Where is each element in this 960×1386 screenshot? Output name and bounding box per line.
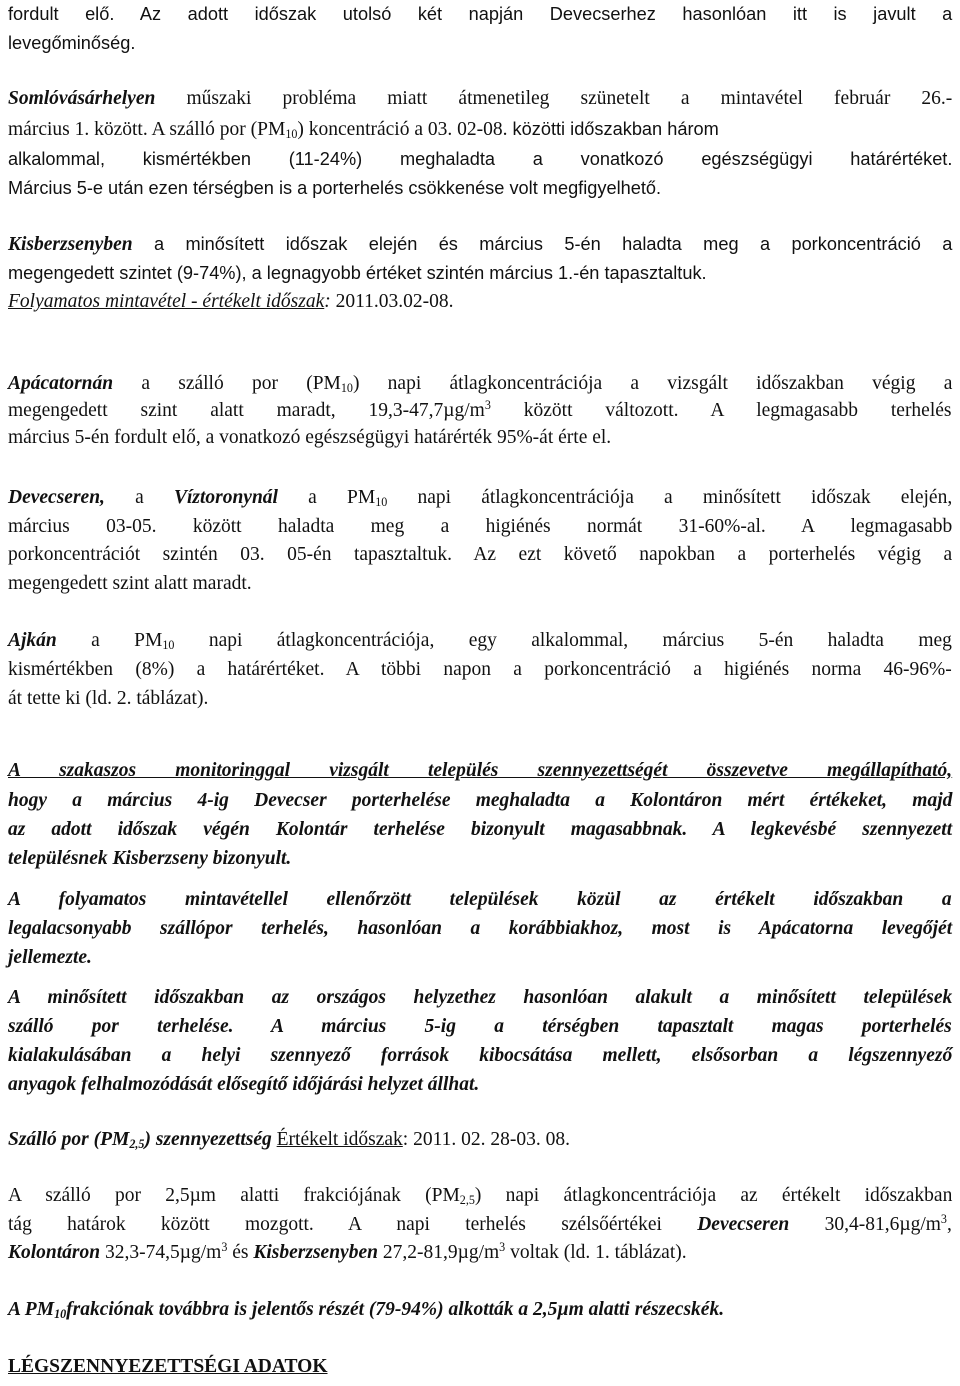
- text-run: A szakaszos monitoringgal vizsgált település szennyezettségét összevetve megállapítható,: [8, 760, 953, 781]
- text-run: szálló por terhelése. A március 5-ig a térségben tapasztalt magas porterhelés: [8, 1016, 952, 1037]
- text-line: [8, 1071, 479, 1099]
- text-run: a PM: [56, 630, 163, 651]
- text-line: [8, 685, 208, 713]
- text-line: [8, 174, 661, 202]
- text-line: [8, 115, 719, 143]
- text-run: LÉGSZENNYEZETTSÉGI ADATOK: [8, 1356, 328, 1377]
- text-line: [8, 85, 952, 113]
- text-run: :: [324, 291, 331, 312]
- text-run: 10: [285, 127, 298, 142]
- text-run: kialakulásában a helyi szennyező források kibocsátása mellett, elsősorban a légszennyező: [8, 1045, 953, 1066]
- text-run: a szálló por (PM: [113, 373, 341, 394]
- text-run: 3: [221, 1239, 228, 1254]
- text-run: 2011.03.02-08.: [330, 291, 454, 312]
- text-line: [8, 1182, 952, 1210]
- text-run: a minősített időszak elején és március 5-én haladta meg a porkoncentráció a: [132, 234, 953, 254]
- text-line: [8, 984, 952, 1012]
- text-run: a: [104, 487, 174, 508]
- text-line: [8, 944, 92, 972]
- text-run: ) szennyezettség: [144, 1129, 272, 1150]
- text-run: 27,2-81,9µg/m: [377, 1242, 500, 1263]
- text-run: megengedett szint alatt maradt.: [8, 573, 252, 594]
- text-line: [8, 570, 252, 598]
- text-run: Március 5-e után ezen térségben is a porterhelés csökkenése volt megfigyelhető.: [8, 178, 662, 198]
- text-run: 3: [484, 397, 491, 412]
- text-run: 30,4-81,6µg/m: [789, 1214, 941, 1235]
- text-run: A PM: [8, 1299, 55, 1320]
- text-run: Értékelt időszak: [276, 1129, 403, 1150]
- text-run: ,: [946, 1214, 952, 1235]
- text-run: porkoncentrációt szintén 03. 05-én tapasztaltuk. Az ezt követő napokban a porterhelés végig a: [8, 544, 953, 565]
- text-line: [8, 845, 291, 873]
- text-line: [8, 1013, 952, 1041]
- text-run: voltak (ld. 1. táblázat).: [505, 1242, 687, 1263]
- text-line: [8, 259, 707, 287]
- text-run: Kisberzsenyben: [253, 1242, 378, 1263]
- text-run: 10: [162, 638, 175, 653]
- text-run: tág határok között mozgott. A napi terhelés szélsőértékei: [8, 1214, 698, 1235]
- text-run: legalacsonyabb szállópor terhelés, hasonlóan a korábbiakhoz, most is Apácatorna levegőjét: [8, 918, 953, 939]
- text-run: ) napi átlagkoncentrációja az értékelt időszakban: [474, 1185, 953, 1206]
- text-run: napi átlagkoncentrációja a minősített időszak elején,: [387, 487, 953, 508]
- text-run: jellemezte.: [8, 947, 92, 968]
- text-run: 3: [499, 1239, 506, 1254]
- text-run: anyagok felhalmozódását elősegítő időjárási helyzet állhat.: [8, 1074, 480, 1095]
- text-line: [8, 145, 952, 173]
- text-run: Apácatornán: [8, 373, 114, 394]
- text-line: [8, 656, 952, 684]
- text-run: megengedett szint alatt maradt, 19,3-47,7µg/m: [8, 400, 485, 421]
- text-run: Víztoronynál: [173, 487, 278, 508]
- text-line: [8, 1353, 328, 1381]
- text-line: [8, 230, 952, 258]
- text-line: [8, 886, 952, 914]
- text-run: Szálló por (PM: [8, 1129, 130, 1150]
- text-run: 10: [54, 1307, 67, 1322]
- text-line: [8, 816, 952, 844]
- text-run: és: [227, 1242, 254, 1263]
- text-run: A folyamatos mintavétellel ellenőrzött települések közül az értékelt időszakban a: [8, 889, 952, 910]
- text-run: : 2011. 02. 28-03. 08.: [402, 1129, 570, 1150]
- text-line: [8, 424, 611, 452]
- text-line: [8, 541, 952, 569]
- text-line: [8, 370, 952, 398]
- text-line: [8, 1239, 687, 1267]
- text-run: március 5-én fordult elő, a vonatkozó egészségügyi határérték 95%-át érte el.: [8, 427, 612, 448]
- text-line: [8, 513, 952, 541]
- text-line: [8, 397, 952, 425]
- text-line: [8, 0, 952, 28]
- text-run: hogy a március 4-ig Devecser porterhelése meghaladta a Kolontáron mért értékeket, majd: [8, 790, 953, 811]
- text-run: a PM: [277, 487, 376, 508]
- text-run: Folyamatos mintavétel - értékelt időszak: [8, 291, 325, 312]
- text-run: A minősített időszakban az országos helyzethez hasonlóan alakult a minősített települések: [8, 987, 953, 1008]
- text-line: [8, 1211, 952, 1239]
- text-run: Devecseren,: [8, 487, 105, 508]
- text-run: településnek Kisberzseny bizonyult.: [8, 848, 292, 869]
- text-line: [8, 484, 952, 512]
- text-line: [8, 915, 952, 943]
- text-run: napi átlagkoncentrációja, egy alkalommal, március 5-én haladta meg: [174, 630, 952, 651]
- text-run: Kolontáron: [8, 1242, 101, 1263]
- text-run: frakciónak továbbra is jelentős részét (79-94%) alkották a 2,5µm alatti részecskék.: [66, 1299, 725, 1320]
- text-line: [8, 1042, 952, 1070]
- text-run: alkalommal, kismértékben (11-24%) meghaladta a vonatkozó egészségügyi határértéket.: [8, 149, 953, 169]
- text-run: március 03-05. között haladta meg a higiénés normát 31-60%-al. A legmagasabb: [8, 516, 953, 537]
- text-run: 10: [375, 495, 388, 510]
- text-run: között változott.: [490, 400, 679, 421]
- text-line: [8, 757, 952, 785]
- text-run: Kisberzsenyben: [8, 234, 133, 255]
- text-run: 10: [340, 381, 353, 396]
- text-line: [8, 1126, 570, 1154]
- text-run: ) koncentráció a 03. 02-08.: [297, 119, 508, 140]
- text-line: [8, 1296, 724, 1324]
- text-line: [8, 787, 952, 815]
- text-run: megengedett szintet (9-74%), a legnagyobb értéket szintén március 1.-én tapasztaltuk.: [8, 263, 707, 283]
- text-line: [8, 29, 135, 57]
- text-run: A legmagasabb terhelés: [678, 400, 952, 421]
- text-run: kismértékben (8%) a határértéket. A többi napon a porkoncentráció a higiénés norma 46-96%-: [8, 659, 952, 680]
- text-run: 2,5: [459, 1193, 475, 1208]
- text-run: 2,5: [129, 1137, 145, 1152]
- text-run: 32,3-74,5µg/m: [100, 1242, 222, 1263]
- text-run: Ajkán: [8, 630, 57, 651]
- text-run: Devecseren: [697, 1214, 790, 1235]
- text-run: műszaki probléma miatt átmenetileg szünetelt a mintavétel február 26.-: [155, 88, 953, 109]
- text-run: A szálló por 2,5µm alatti frakciójának (PM: [8, 1185, 460, 1206]
- text-run: az adott időszak végén Kolontár terhelése bizonyult magasabbnak. A legkevésbé szennyezett: [8, 819, 953, 840]
- text-run: levegőminőség.: [8, 33, 136, 53]
- text-run: ) napi átlagkoncentrációja a vizsgált időszakban végig a: [352, 373, 953, 394]
- text-line: [8, 627, 952, 655]
- text-run: át tette ki (ld. 2. táblázat).: [8, 688, 209, 709]
- text-run: március 1. között. A szálló por (PM: [8, 119, 286, 140]
- text-run: Somlóvásárhelyen: [8, 88, 156, 109]
- text-run: közötti időszakban három: [507, 119, 719, 139]
- text-run: 3: [940, 1211, 947, 1226]
- text-run: fordult elő. Az adott időszak utolsó két napján Devecserhez hasonlóan itt is javult a: [8, 4, 953, 24]
- text-line: [8, 288, 454, 316]
